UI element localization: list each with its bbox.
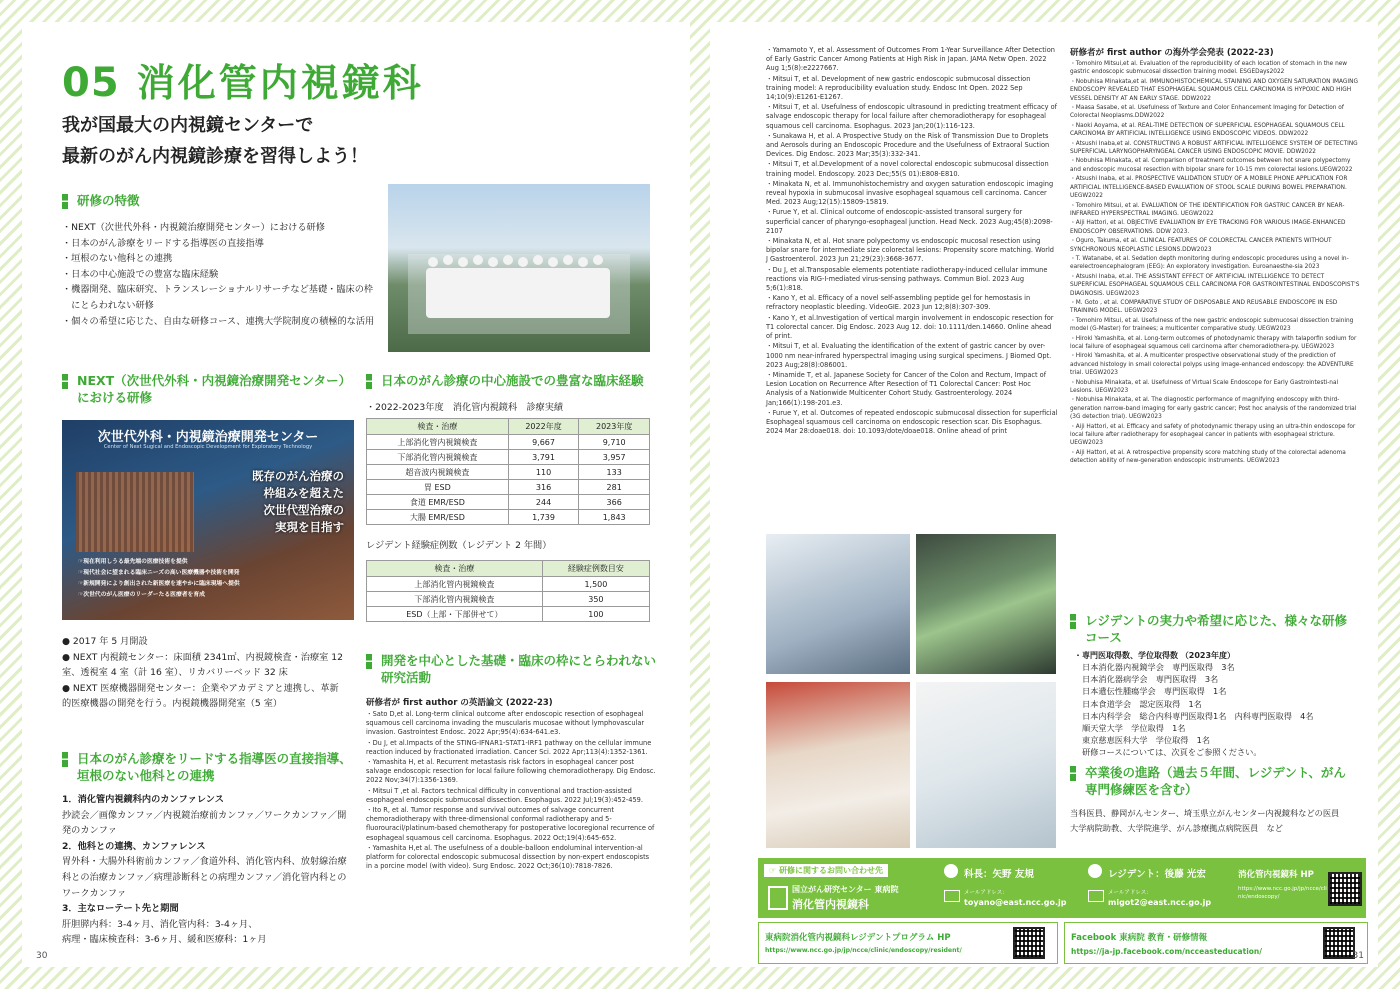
leader-line: ワークカンファ xyxy=(62,887,127,899)
list-item: ・NEXT（次世代外科・内視鏡治療開発センター）における研修 xyxy=(62,222,325,233)
paper-item: ・Yamamoto Y, et al. Assessment of Outcomes From 1-Year Surveillance After Detection of Early Gastric Cancer Among Patients at High Risk in Japan. JAMA Netw Open. 2022 Aug 1;5(8):e2227667. xyxy=(766,46,1055,73)
paper-item: ・Kano Y, et al. Efficacy of a novel self-assembling peptide gel for hemostasis in refractory neoplastic bleeding. VideoGIE. 2023 Jun 12;8(8):307-309. xyxy=(766,294,1031,312)
page-number-right: 31 xyxy=(1352,951,1364,961)
title-number: 05 xyxy=(62,60,120,106)
paper-item: ・Yamashita H, et al. Recurrent metastasis risk factors in esophageal cancer post salvage endoscopic resection for local failure following chemoradiotherapy. Dig Endosc. 2022 Nov;34(7):1356-1369. xyxy=(366,758,656,785)
table-cell: 9,667 xyxy=(508,435,579,450)
presentation-item: ・M. Goto , et al. COMPARATIVE STUDY OF DISPOSABLE AND REUSABLE ENDOSCOPE IN ESD TRAINING MODEL. UEGW2023 xyxy=(1070,299,1338,315)
fb-url[interactable]: https://ja-jp.facebook.com/ncceasteducation/ xyxy=(1071,947,1262,956)
table-cell: 下部消化管内視鏡検査 xyxy=(367,592,543,607)
paper-item: ・Sunakawa H, et al. A Prospective Study on the Risk of Transmission Due to Droplets and Aerosols during an Endoscopic Procedure and the Usefulness of Extraoral Suction Devices. Dig Endosc. 2023 Mar;35(3):332-341. xyxy=(766,131,1050,159)
paper-item: ・Kano Y, et al.Investigation of vertical margin involvement in endoscopic resection for T1 colorectal cancer. Dig Endosc. 2023 Aug 12. doi: 10.1111/den.14660. Online ahead of print. xyxy=(766,313,1054,341)
overseas-list xyxy=(1070,60,1360,467)
mail-icon xyxy=(1088,890,1104,902)
group-photo-art xyxy=(388,184,650,352)
person-icon xyxy=(1088,864,1102,878)
page-number-left: 30 xyxy=(36,951,48,961)
table-cell: 1,843 xyxy=(579,510,650,525)
papers-list xyxy=(366,710,656,872)
paper-item: ・Du J, et al.Transposable elements potentiate radiotherapy-induced cellular immune reactions via RIG-I-mediated virus-sensing pathways. Commun Biol. 2023 Aug 5;6(1):818. xyxy=(766,265,1048,293)
overseas-title: 研修者が first author の海外学会発表 (2022-23) xyxy=(1070,48,1274,58)
presentation-item: ・Nobuhisa Minakata,et al. IMMUNOHISTOCHEMICAL STAINING AND OXYGEN SATURATION IMAGING ENDOSCOPY REVEALED THAT ESOPHAGEAL SQUAMOUS CELL CARCINOMA IS HYPOXIC AND HIGH VESSEL DENSITY AT AN EARLY STAGE. DDW2022 xyxy=(1070,78,1358,102)
list-item: ・垣根のない他科との連携 xyxy=(62,253,173,265)
table-cell: 食道 EMR/ESD xyxy=(367,495,509,510)
banner-title: 次世代外科・内視鏡治療開発センター xyxy=(97,430,319,445)
section-heading-clinical: 日本のがん診療の中心施設での豊富な臨床経験 xyxy=(366,372,666,389)
group-photo xyxy=(388,184,650,352)
table-cell: 大腸 EMR/ESD xyxy=(367,510,509,525)
program-title: 東病院消化管内視鏡科レジデントプログラム HP xyxy=(765,933,951,943)
banner-subtitle: Center of Next Sugical and Endoscopic Development for Exploratory Technology xyxy=(103,444,313,450)
presentation-item: ・Aiji Hattori, et al. OBJECTIVE EVALUATION BY EYE TRACKING FOR VARIOUS IMAGE-ENHANCED ENDOSCOPY OBSERVATIONS. DDW 2023. xyxy=(1070,220,1346,235)
presentation-item: ・Hiroki Yamashita, et al. Long-term outcomes of photodynamic therapy with talaporfin sodium for local failure of esophageal squamous cell carcinoma after chemoradiothera-py. UEGW2023 xyxy=(1070,335,1357,350)
program-hp-box xyxy=(758,922,1058,964)
section-heading-research: 開発を中心とした基礎・臨床の枠にとらわれない 研究活動 xyxy=(366,652,666,686)
list-item: ・個々の希望に応じた、自由な研修コース、連携大学院制度の積極的な活用 xyxy=(62,315,375,327)
left-page xyxy=(22,22,690,967)
table-header: 検査・治療 xyxy=(367,561,543,577)
presentation-item: ・Naoki Aoyama, et al. REAL-TIME DETECTION OF SUPERFICIAL ESOPHAGEAL SQUAMOUS CELL CARCINOMA BY ARTIFICIAL INTELLIGENCE USING ENDOSCOPIC VIDEOS. DDW2022 xyxy=(1070,122,1345,138)
paper-item: ・Mitsui T ,et al. Factors technical difficulty in conventional and traction-assisted esophageal endoscopic submucosal dissection. Esophagus. 2022 Jul;19(3):452-459. xyxy=(366,786,643,804)
table-cell: 281 xyxy=(579,480,650,495)
table-header: 経験症例数目安 xyxy=(542,561,649,577)
table-row xyxy=(367,450,650,465)
table-cell: 350 xyxy=(542,592,649,607)
presentation-item: ・Oguro, Takuma, et al. CLINICAL FEATURES OF COLORECTAL CANCER PATIENTS WITHOUT SYNCHRONOUS NEOPLASTIC LESIONS.DDW2023 xyxy=(1070,238,1332,253)
presentation-item: ・Nobuhisa Minakata, et al. The diagnostic performance of magnifying endoscopy with third-generation narrow-band imaging for early gastric cancer; Post hoc analysis of the randomized trial (3G detection trial). UEGW2023 xyxy=(1070,397,1357,421)
list-item: ・日本の中心施設での豊富な臨床経験 xyxy=(62,268,219,280)
hp-title: 消化管内視鏡科 HP xyxy=(1238,870,1314,880)
table-cell: 超音波内視鏡検査 xyxy=(367,465,509,480)
paper-item: ・Mitsui T, et al. Usefulness of endoscopic ultrasound in predicting treatment efficacy of salvage endoscopic therapy for local failure after chemoradiotherapy for esophageal squamous cell carcinoma. Esophagus. 2023 Jan;20(1):116-123. xyxy=(766,103,1058,130)
leader-line: 発のカンファ xyxy=(62,825,117,837)
leader-subheading: 1．消化管内視鏡科内のカンファレンス xyxy=(62,794,224,805)
list-item: ・日本のがん診療をリードする指導医の直接指導 xyxy=(62,237,264,249)
table-row xyxy=(367,577,650,592)
course-line: 研修コースについては、次頁をご参照ください。 xyxy=(1082,747,1262,758)
org-dept: 消化管内視鏡科 xyxy=(792,898,869,911)
paper-item: ・Mitsui T, et al.Development of a novel colorectal endoscopic submucosal dissection training model. Endoscopy. 2023 Dec;55(S 01):E808-E810. xyxy=(766,160,1049,178)
contact-box xyxy=(758,858,1366,918)
paper-item: ・Minamide T, et al. Japanese Society for Cancer of the Colon and Rectum, Impact of Lesion Location on Recurrence After Resection of T1 Colorectal Cancer: Post Hoc Analysis of a Nationwide Multicenter Cohort Study. Gastroenterology. 2024 Jan;166(1):198-201.e3. xyxy=(766,370,1047,407)
leader-lines xyxy=(62,792,377,948)
table-row xyxy=(367,435,650,450)
presentation-item: ・Nobuhisa Minakata, et al. Usefulness of Virtual Scale Endoscope for Early Gastrointesti-nal Lesions. UEGW2023 xyxy=(1070,379,1339,395)
list-item: にとらわれない研修 xyxy=(62,299,154,311)
leader-line: 肝胆膵内科：3-4ヶ月、消化管内科：3-4ヶ月、 xyxy=(62,918,258,930)
program-url[interactable]: https://www.ncc.go.jp/jp/ncce/clinic/endoscopy/resident/ xyxy=(765,947,962,954)
after-lines: 当科医員、静岡がんセンター、埼玉県立がんセンター内視鏡科などの医員 大学病院助教、大学院進学、がん診療拠点病院医員 など xyxy=(1070,808,1340,833)
table-row xyxy=(367,480,650,495)
presentation-item: ・Tomohiro Mitsui, et al. EVALUATION OF THE IDENTIFICATION FOR GASTRIC CANCER BY NEAR-INFRARED HYPERSPECTRAL IMAGING. UEGW2022 xyxy=(1070,202,1345,217)
leader-line: 科との治療カンファ／病理診断科との病理カンファ／消化管内科との xyxy=(62,871,347,883)
table-cell: 1,500 xyxy=(542,577,649,592)
table-cell: 133 xyxy=(579,465,650,480)
page-title xyxy=(62,52,424,107)
presentation-item: ・Tomohiro Mitsui, et al. Usefulness of the new gastric endoscopic submucosal dissection training model (G-Master) for trainees; a multicenter comparative study. UEGW2023 xyxy=(1070,317,1354,333)
building-image xyxy=(76,472,194,552)
course-line: 順天堂大学 学位取得 1名 xyxy=(1082,723,1186,734)
leader-subheading: 2．他科との連携、カンファレンス xyxy=(62,840,206,852)
course-lines xyxy=(1082,662,1372,760)
features-list xyxy=(62,220,392,329)
section-heading-after: 卒業後の進路（過去５年間、レジデント、がん 専門修練医を含む） xyxy=(1070,764,1360,798)
presentation-item: ・Atsushi Inaba, et.al. THE ASSISTANT EFFECT OF ARTIFICIAL INTELLIGENCE TO DETECT SUPERFICIAL ESOPHAGEAL SQUAMOUS CELL CARCINOMA FOR GASTROINTESTINAL ENDOSCOPIST'S DIAGNOSIS. UEGW2023 xyxy=(1070,273,1360,297)
org-line: 国立がん研究センター 東病院 xyxy=(792,885,899,894)
resident-mail[interactable]: migot2@east.ncc.go.jp xyxy=(1108,898,1212,907)
table-cell: 9,710 xyxy=(579,435,650,450)
table-cell: 110 xyxy=(508,465,579,480)
mail-label: メールアドレス： xyxy=(964,890,1008,896)
fb-title: Facebook 東病院 教育・研修情報 xyxy=(1071,933,1208,943)
hp-url[interactable]: https://www.ncc.go.jp/jp/ncce/clinic/endoscopy/ xyxy=(1238,886,1327,900)
leader-line: 病理・臨床検査科：3-6ヶ月、緩和医療科：1ヶ月 xyxy=(62,934,267,946)
table-cell: 下部消化管内視鏡検査 xyxy=(367,450,509,465)
qr-code-icon[interactable] xyxy=(1328,872,1362,906)
course-line: 日本消化器病学会 専門医取得 3名 xyxy=(1082,674,1219,685)
course-line: 日本消化器内視鏡学会 専門医取得 3名 xyxy=(1082,662,1235,672)
mail-icon xyxy=(944,890,960,902)
resident-contact: レジデント：後藤 光宏 xyxy=(1108,869,1206,880)
table-row xyxy=(367,592,650,607)
right-page xyxy=(710,22,1378,967)
photo-endoscopy-training xyxy=(766,534,910,674)
clinical-table xyxy=(366,418,650,525)
table-cell: 100 xyxy=(542,607,649,622)
table-cell: 上部消化管内視鏡検査 xyxy=(367,577,543,592)
table1-caption: ・2022-2023年度 消化管内視鏡科 診療実績 xyxy=(366,402,564,413)
paper-item: ・Mitsui T, et al. Development of new gastric endoscopic submucosal dissection training model: A reproducibility evaluation study. Endosc Int Open. 2022 Sep 14;10(9):E1261-E1267. xyxy=(766,74,1031,102)
mail-label: メールアドレス： xyxy=(1108,890,1152,896)
chief: 科長：矢野 友規 xyxy=(964,869,1034,880)
table-header: 検査・治療 xyxy=(367,419,509,435)
leader-line: 胃外科・大腸外科術前カンファ／食道外科、消化管内科、放射線治療 xyxy=(62,856,347,868)
course-line: 日本食道学会 認定医取得 1名 xyxy=(1082,698,1202,709)
paper-item: ・Furue Y, et al. Clinical outcome of endoscopic-assisted transoral surgery for superficial cancer of pharyngo-esophageal junction. Head Neck. 2023 Aug;45(8):2098-2107 xyxy=(766,208,1053,235)
paper-item: ・Minakata N, et al. Immunohistochemistry and oxygen saturation endoscopic imaging reveal hypoxia in submucosal invasive esophageal squamous cell carcinoma. Cancer Med. 2023 Aug;12(15):15809-15819. xyxy=(766,179,1054,207)
next-bullets: ● 2017 年 5 月開設 ● NEXT 内視鏡センター：床面積 2341㎡、内視鏡検査・治療室 12 室、透視室 4 室（計 16 室）、リカバリーベッド 32 床 ● NEXT 医療機器開発センター：企業やアカデミアと連携し、革新 的医療機器の開発を行う。内視鏡機器開発室（5 室） xyxy=(62,636,343,710)
banner-points: ☞現在利用しうる最先端の医療技術を提供 ☞現代社会に望まれる臨床ニーズの高い医療機器や技術を開発 ☞新規開発により創出された新医療を速やかに臨床現場へ提供 ☞次世代のがん医療のリーダーたる医療者を育成 xyxy=(78,559,240,598)
table-cell: 1,739 xyxy=(508,510,579,525)
course-line: 日本遺伝性腫瘍学会 専門医取得 1名 xyxy=(1082,686,1227,697)
next-banner xyxy=(62,420,354,620)
person-icon xyxy=(944,864,958,878)
course-sub: ・専門医取得数、学位取得数 （2023年度） xyxy=(1074,651,1236,660)
section-heading-next: NEXT（次世代外科・内視鏡治療開発センター） における研修 xyxy=(62,372,362,406)
course-line: 東京慈恵医科大学 学位取得 1名 xyxy=(1082,735,1211,746)
section-heading-features: 研修の特徴 xyxy=(62,192,140,209)
photo-discussion xyxy=(916,682,1056,848)
presentation-item: ・Atsushi Inaba, et al. PROSPECTIVE VALIDATION STUDY OF A MOBILE PHONE APPLICATION FOR ARTIFICIAL INTELLIGENCE-BASED EVALUATION OF STOOL SCALE DURING BOWEL PREPARATION. UEGW2022 xyxy=(1070,176,1348,200)
lead-text xyxy=(62,110,368,172)
table-row xyxy=(367,495,650,510)
list-item: ・機器開発、臨床研究、トランスレーショナルリサーチなど基礎・臨床の枠 xyxy=(62,284,374,296)
presentation-item: ・Maasa Sasabe, et al. Usefulness of Texture and Color Enhancement Imaging for Detection of Colorectal Neoplasms.DDW2022 xyxy=(1070,105,1344,120)
presentation-item: ・T. Watanabe, et al. Sedation depth monitoring during endoscopic procedures using a novel in-earelectroencephalogram (EEG): An exploratory investigation. Euroanaesthe-sia 2023 xyxy=(1070,255,1349,271)
table-row xyxy=(367,607,650,622)
papers-title: 研修者が first author の英語論文 (2022-23) xyxy=(366,698,553,708)
leader-line: 抄読会／画像カンファ／内視鏡治療前カンファ／ワークカンファ／開 xyxy=(62,809,347,821)
building-icon xyxy=(768,886,788,910)
photo-presentation xyxy=(916,534,1056,674)
table-cell: 3,791 xyxy=(508,450,579,465)
table-row xyxy=(367,510,650,525)
banner-slogan: 既存のがん治療の 枠組みを超えた 次世代型治療の 実現を目指す xyxy=(252,469,344,534)
paper-item: ・Yamashita H,et al. The usefulness of a double-balloon endoluminal intervention-al platform for colorectal endoscopic submucosal dissection by non-expert endoscopists in a porcine model (with video). Surg Endosc. 2022 Oct;36(10):7818-7826. xyxy=(366,843,650,871)
presentation-item: ・Nobuhisa Minakata, et al. Comparison of treatment outcomes between hot snare polypectomy and endoscopic mucosal resection with bipolar snare for 10-15 mm colorectal lesions.UEGW2022 xyxy=(1070,158,1353,173)
section-heading-leader: 日本のがん診療をリードする指導医の直接指導、 垣根のない他科との連携 xyxy=(62,750,372,784)
table-cell: 3,957 xyxy=(579,450,650,465)
lead-line: 最新のがん内視鏡診療を習得しよう！ xyxy=(62,146,368,167)
papers-list-continued xyxy=(766,46,1058,437)
table-cell: 244 xyxy=(508,495,579,510)
section-heading-course: レジデントの実力や希望に応じた、様々な研修 コース xyxy=(1070,612,1360,646)
presentation-item: ・Hiroki Yamashita, et al. A multicenter prospective observational study of the prediction of advanced histology in small colorectal polyps using image-enhanced endoscopy: the ADVENTURE trial. UEGW2023 xyxy=(1070,353,1354,377)
title-text: 消化管内視鏡科 xyxy=(136,61,424,105)
presentation-item: ・Tomohiro Mitsui,et al. Evaluation of the reproducibility of each location of stomach in the new gastric endoscopic submucosal dissection training model. ESGEDays2022 xyxy=(1070,61,1348,76)
table-row xyxy=(367,465,650,480)
chief-mail[interactable]: toyano@east.ncc.go.jp xyxy=(964,898,1067,907)
table-cell: 胃 ESD xyxy=(367,480,509,495)
table2-caption: レジデント経験症例数（レジデント 2 年間） xyxy=(366,540,552,551)
contact-label: ☞ 研修に関するお問い合わせ先 xyxy=(764,864,888,877)
resident-case-table xyxy=(366,560,650,622)
table-header: 2022年度 xyxy=(508,419,579,435)
paper-item: ・Minakata N, et al. Hot snare polypectomy vs endoscopic mucosal resection using bipolar snare for intermediate size colorectal lesions: Propensity score matching. World J Gastroenterol. 2023 Jun 21;29(23):3668-3677. xyxy=(766,237,1054,264)
presentation-item: ・Atsushi Inaba,et al. CONSTRUCTING A ROBUST ARTIFICIAL INTELLIGENCE SYSTEM OF DETECTING SUPERFICIAL LARYNGOPHARYNGEAL CANCER USING ENDOSCOPIC MOVIE. DDW2022 xyxy=(1070,140,1358,156)
presentation-item: ・Aiji Hattori, et al. Efficacy and safety of photodynamic therapy using an ultra-thin endoscope for local failure after radiotherapy for esophageal cancer in patients with esophageal stricture. UEGW2023 xyxy=(1070,423,1356,447)
paper-item: ・Du J, et al.Impacts of the STING-IFNAR1-STAT1-IRF1 pathway on the cellular immune reaction induced by fractionated irradiation. Cancer Sci. 2022 Apr;113(4):1352-1361. xyxy=(366,738,652,756)
table-cell: 366 xyxy=(579,495,650,510)
presentation-item: ・Aiji Hattori, et al. A retrospective propensity score matching study of the colorectal adenoma detection ability of new-generation endoscopic instruments. UEGW2023 xyxy=(1070,449,1346,465)
lead-line: 我が国最大の内視鏡センターで xyxy=(62,115,314,136)
leader-subheading: 3．主なローテート先と期間 xyxy=(62,903,179,915)
paper-item: ・Mitsui T, et al. Evaluating the identification of the extent of gastric cancer by over-1000 nm near-infrared hyperspectral imaging using surgical specimens. J Biomed Opt. 2023 Aug;28(8):086001. xyxy=(766,342,1052,369)
paper-item: ・Sato D,et al. Long-term clinical outcome after endoscopic resection of esophageal squamous cell carcinoma invading the muscularis mucosae without lymphovascular invasion. Gastrointest Endosc. 2022 Apr;95(4):634-641.e3. xyxy=(366,710,645,737)
facebook-box xyxy=(1064,922,1368,964)
paper-item: ・Furue Y, et al. Outcomes of repeated endoscopic submucosal dissection for superficial Esophageal squamous cell carcinoma on endoscopic resection scar. Dis Esophagus. 2024 Mar 28:doae018. doi: 10.1093/dote/doae018. Online ahead of print xyxy=(766,408,1058,436)
qr-code-icon[interactable] xyxy=(1013,927,1045,959)
table-cell: 316 xyxy=(508,480,579,495)
qr-code-icon[interactable] xyxy=(1323,927,1355,959)
course-line: 日本内科学会 総合内科専門医取得1名 内科専門医取得 4名 xyxy=(1082,710,1314,721)
photo-poster xyxy=(766,682,910,848)
paper-item: ・Ito R, et al. Tumor response and survival outcomes of salvage concurrent chemoradiotherapy with three-dimensional conformal radiotherapy and 5-fluorouracil/platinum-based chemotherapy for postoperative locoregional recurrence of esophageal squamous cell carcinoma. Esophagus. 2022 Oct;19(4):645-652. xyxy=(366,806,655,842)
table-cell: ESD（上部・下部併せて） xyxy=(367,607,543,622)
table-header: 2023年度 xyxy=(579,419,650,435)
table-cell: 上部消化管内視鏡検査 xyxy=(367,435,509,450)
